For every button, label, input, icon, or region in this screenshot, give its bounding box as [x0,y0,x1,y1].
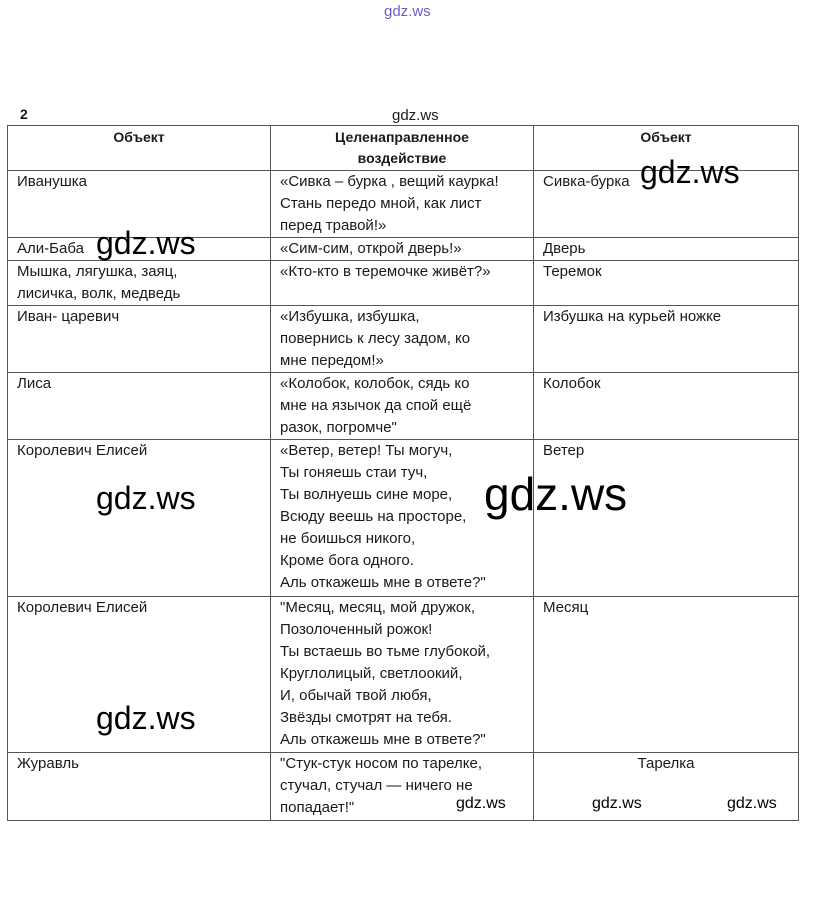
cell-object: Месяц [534,597,799,753]
cell-action: «Кто-кто в теремочке живёт?» [271,261,534,306]
cell-object: Тарелка [534,753,799,821]
cell-object: Избушка на курьей ножке [534,306,799,373]
header-object-2: Объект [534,126,799,171]
cell-subject: Али-Баба [8,238,271,261]
watermark: gdz.ws [592,795,642,812]
header-object-1: Объект [8,126,271,171]
cell-object: Колобок [534,373,799,440]
cell-subject: Лиса [8,373,271,440]
watermark: gdz.ws [640,154,740,190]
table-row [8,440,799,597]
cell-action: "Стук-стук носом по тарелке, стучал, стучал — ничего не попадает!" [271,753,534,821]
watermark: gdz.ws [727,795,777,812]
cell-subject: Королевич Елисей [8,440,271,597]
table-row [8,753,799,821]
cell-action: «Сивка – бурка , вещий каурка! Стань передо мной, как лист перед травой!» [271,171,534,238]
cell-action: "Месяц, месяц, мой дружок, Позолоченный рожок! Ты встаешь во тьме глубокой, Круглолицый, светлоокий, И, обычай твой любя, Звёзды смотрят на тебя. Аль откажешь мне в ответе?" [271,597,534,753]
cell-subject: Мышка, лягушка, заяц, лисичка, волк, медведь [8,261,271,306]
table-row [8,306,799,373]
cell-subject: Журавль [8,753,271,821]
table-row [8,261,799,306]
watermark: gdz.ws [456,795,506,812]
cell-subject: Королевич Елисей [8,597,271,753]
watermark: gdz.ws [96,225,196,261]
cell-action: «Ветер, ветер! Ты могуч, Ты гоняешь стаи туч, Ты волнуешь сине море, Всюду веешь на просторе, не боишься никого, Кроме бога одного. Аль откажешь мне в ответе?" [271,440,534,597]
watermark-top: gdz.ws [384,3,431,20]
watermark: gdz.ws [96,700,196,736]
cell-subject: Иван- царевич [8,306,271,373]
cell-action: «Сим-сим, открой дверь!» [271,238,534,261]
cell-subject: Иванушка [8,171,271,238]
cell-action: «Колобок, колобок, сядь ко мне на язычок да спой ещё разок, погромче" [271,373,534,440]
cell-object: Ветер [534,440,799,597]
table-row [8,373,799,440]
watermark: gdz.ws [484,468,628,520]
cell-object: Сивка-бурка [534,171,799,238]
watermark-header: gdz.ws [392,107,439,124]
cell-action: «Избушка, избушка, повернись к лесу задом, ко мне передом!» [271,306,534,373]
task-number: 2 [20,106,28,122]
cell-object: Теремок [534,261,799,306]
cell-object: Дверь [534,238,799,261]
header-action: Целенаправленное воздействие [271,126,534,171]
watermark: gdz.ws [96,480,196,516]
